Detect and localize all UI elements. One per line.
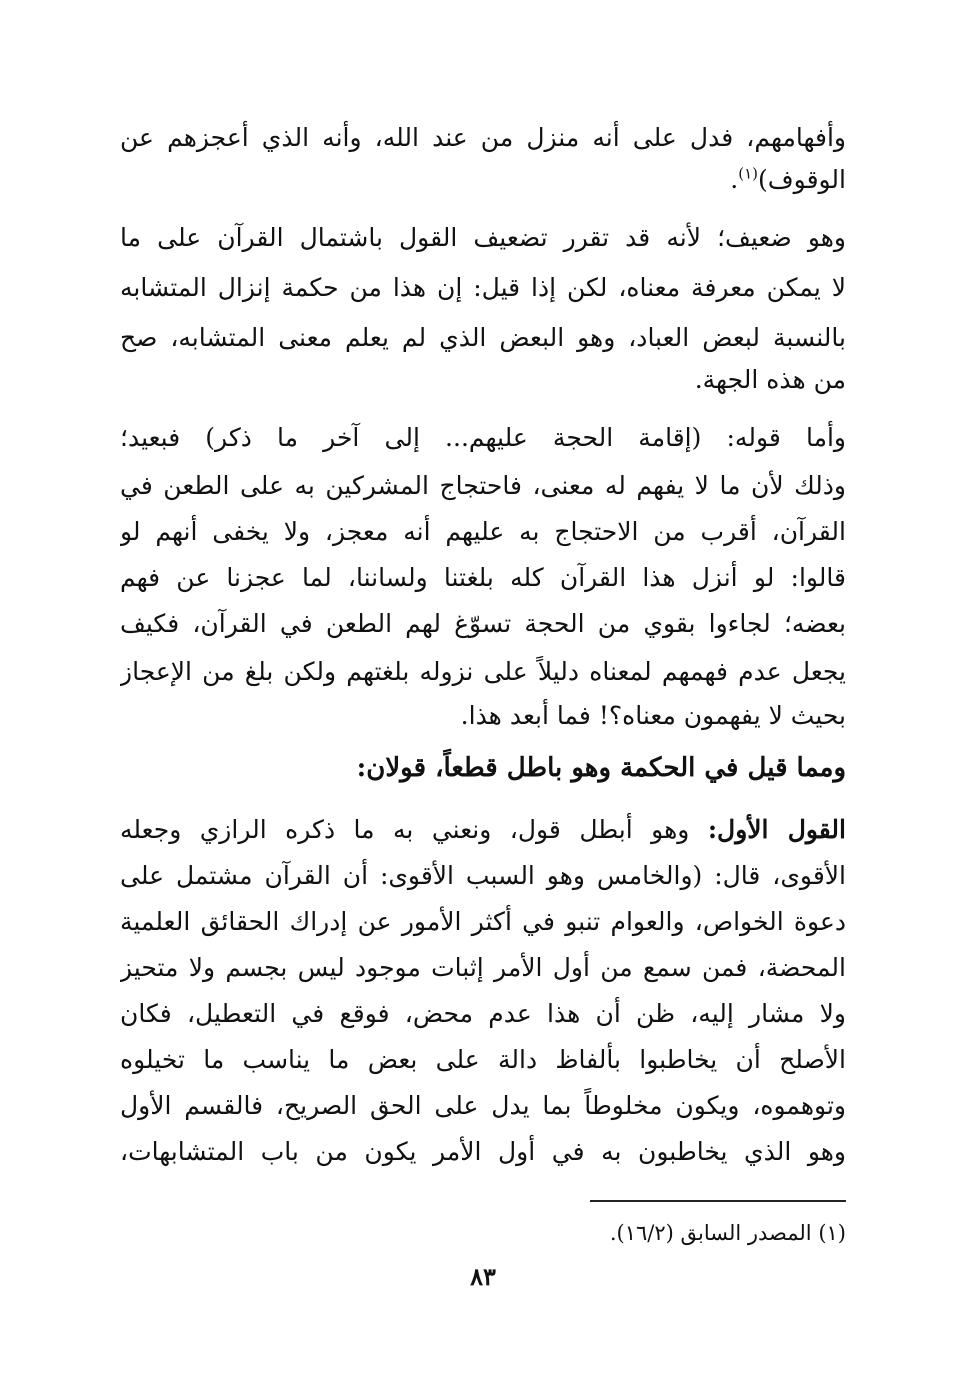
footnote: (١) المصدر السابق (١٦/٢). xyxy=(609,1221,846,1245)
footnote-reference: (١) xyxy=(738,164,758,183)
text-line: من هذه الجهة. xyxy=(694,365,846,394)
text-line: ولا مشار إليه، ظن أن هذا عدم محض، فوقع في التعطيل، فكان xyxy=(120,999,846,1028)
text-fragment: . xyxy=(730,165,739,194)
page-number: ٨٣ xyxy=(470,1262,496,1291)
text-line: الأقوى، قال: (والخامس وهو السبب الأقوى: أن القرآن مشتمل على xyxy=(120,861,846,890)
footnote-separator xyxy=(590,1200,846,1202)
text-line: وأما قوله: (إقامة الحجة عليهم... إلى آخر ما ذكر) فبعيد؛ xyxy=(120,423,846,452)
text-line: بحيث لا يفهمون معناه؟! فما أبعد هذا. xyxy=(460,701,846,730)
text-line xyxy=(120,810,846,850)
text-fragment: وهو أبطل قول، ونعني به ما ذكره الرازي وجعله xyxy=(120,815,708,844)
text-line: القرآن، أقرب من الاحتجاج به عليهم أنه معجز، ولا يخفى أنهم لو xyxy=(120,517,846,546)
text-line: وهو الذي يخاطبون به في أول الأمر يكون من باب المتشابهات، xyxy=(120,1137,846,1166)
text-line: وأفهامهم، فدل على أنه منزل من عند الله، وأنه الذي أعجزهم عن xyxy=(120,123,846,152)
text-line: وهو ضعيف؛ لأنه قد تقرر تضعيف القول باشتمال القرآن على ما xyxy=(120,223,846,252)
text-line: دعوة الخواص، والعوام تنبو في أكثر الأمور عن إدراك الحقائق العلمية xyxy=(120,907,846,936)
section-heading: ومما قيل في الحكمة وهو باطل قطعاً، قولان: xyxy=(356,753,846,783)
text-line: بعضه؛ لجاءوا بقوي من الحجة تسوّغ لهم الطعن في القرآن، فكيف xyxy=(120,609,846,638)
text-line: يجعل عدم فهمهم لمعناه دليلاً على نزوله بلغتهم ولكن بلغ من الإعجاز xyxy=(120,657,846,686)
text-line: بالنسبة لبعض العباد، وهو البعض الذي لم يعلم معنى المتشابه، صح xyxy=(120,323,846,352)
text-line: قالوا: لو أنزل هذا القرآن كله بلغتنا ولساننا، لما عجزنا عن فهم xyxy=(120,563,846,592)
text-line: لا يمكن معرفة معناه، لكن إذا قيل: إن هذا من حكمة إنزال المتشابه xyxy=(120,273,846,302)
paragraph-lead: القول الأول: xyxy=(707,815,846,844)
text-line: وذلك لأن ما لا يفهم له معنى، فاحتجاج المشركين به على الطعن في xyxy=(120,471,846,500)
text-line xyxy=(120,160,846,200)
text-line: الأصلح أن يخاطبوا بألفاظ دالة على بعض ما يناسب ما تخيلوه xyxy=(120,1045,846,1074)
text-fragment: الوقوف) xyxy=(757,165,846,194)
text-line: وتوهموه، ويكون مخلوطاً بما يدل على الحق الصريح، فالقسم الأول xyxy=(120,1091,846,1120)
text-line: المحضة، فمن سمع من أول الأمر إثبات موجود ليس بجسم ولا متحيز xyxy=(120,953,846,982)
